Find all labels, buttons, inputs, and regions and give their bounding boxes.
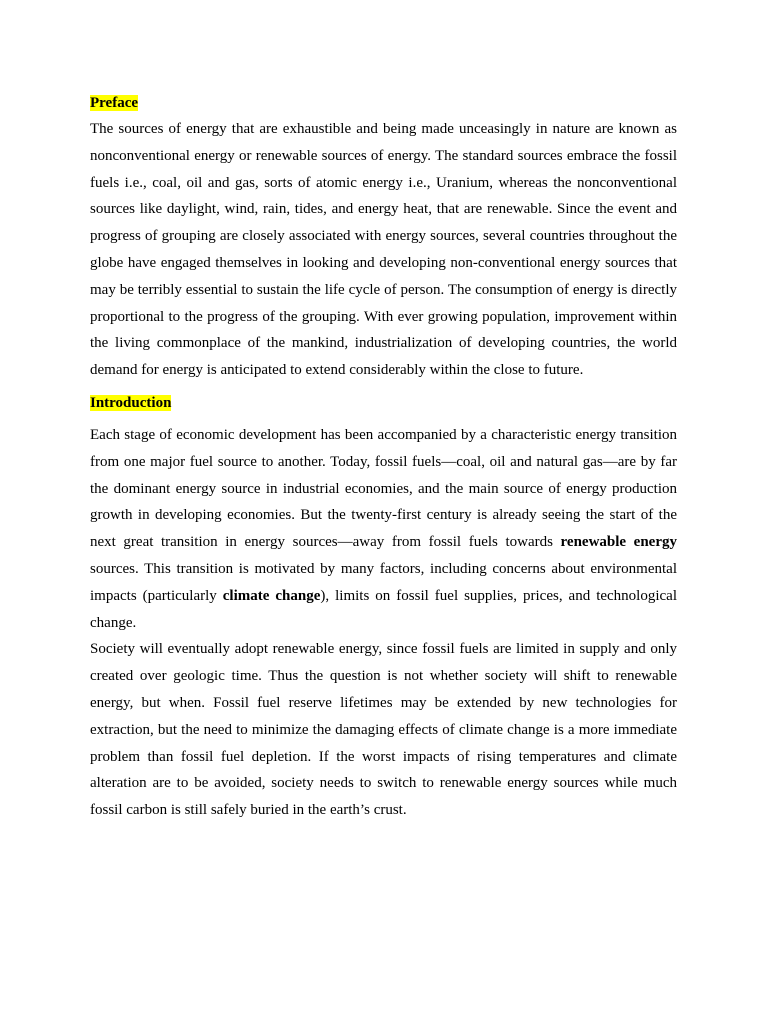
introduction-paragraph-1 (90, 422, 677, 636)
intro-p1-text-a: Each stage of economic development has been accompanied by a characteristic energy transition from one major fuel source to another. Today, fossil fuels—coal, oil and natural gas—are by far the dominant energy source in industrial economies, and the main source of energy production growth in developing economies. But the twenty-first century is already seeing the start of the next great transition in energy sources—away from fossil fuels towards (90, 426, 677, 551)
intro-p1-text-c: ), limits on fossil fuel supplies, prices, and technological change. (90, 587, 678, 631)
intro-p1-bold-renewable: renewable energy (560, 534, 677, 551)
introduction-heading-text: Introduction (90, 394, 172, 411)
introduction-heading (90, 390, 677, 416)
introduction-paragraph-2: Society will eventually adopt renewable energy, since fossil fuels are limited in supply and only created over geologic time. Thus the question is not whether society will shift to renewable energy, but when. Fossil fuel reserve lifetimes may be extended by new technologies for extraction, but the need to minimize the damaging effects of climate change is a more immediate problem than fossil fuel depletion. If the worst impacts of rising temperatures and climate alteration are to be avoided, society needs to switch to renewable energy sources while much fossil carbon is still safely buried in the earth’s crust. (90, 641, 677, 819)
preface-heading-text: Preface (90, 95, 139, 111)
document-page (90, 90, 677, 824)
intro-p1-text-b: sources. This transition is motivated by many factors, including concerns about environmental impacts (particularly (90, 560, 677, 604)
intro-p1-bold-climate: climate change (222, 587, 321, 604)
preface-paragraph: The sources of energy that are exhaustible and being made unceasingly in nature are known as nonconventional energy or renewable sources of energy. The standard sources embrace the fossil fuels i.e., coal, oil and gas, sorts of atomic energy i.e., Uranium, whereas the nonconventional sources like daylight, wind, rain, tides, and energy heat, that are renewable. Since the event and progress of grouping are closely associated with energy sources, several countries throughout the globe have engaged themselves in looking and developing non-conventional energy sources that may be terribly essential to sustain the life cycle of person. The consumption of energy is directly proportional to the progress of the grouping. With ever growing population, improvement within the living commonplace of the mankind, industrialization of developing countries, the world demand for energy is anticipated to extend considerably within the close to future. (90, 121, 677, 379)
preface-heading (90, 90, 677, 116)
